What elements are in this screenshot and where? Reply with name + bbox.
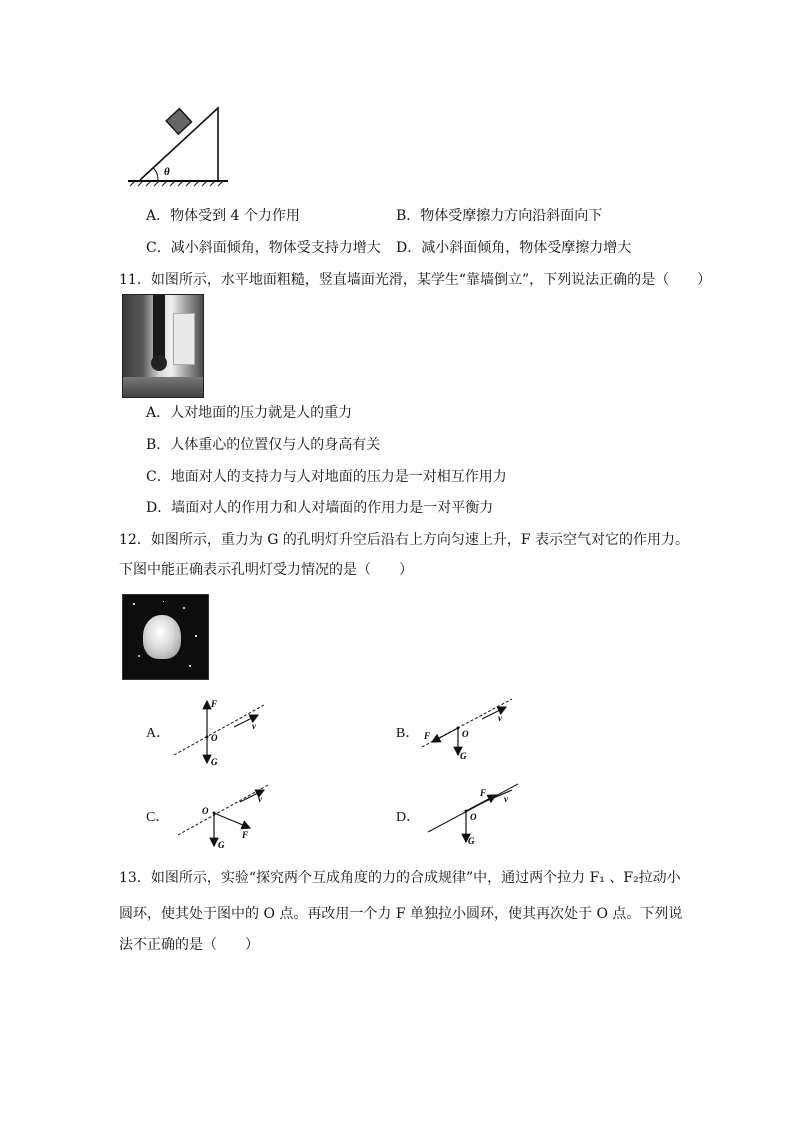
q10-option-d: D．减小斜面倾角，物体受摩擦力增大 (396, 240, 632, 256)
angle-arc (154, 168, 159, 180)
q12-diagram-b (418, 695, 518, 770)
origin-point (457, 727, 460, 730)
q10-option-a: A．物体受到 4 个力作用 (146, 208, 300, 224)
q11-stem: 11．如图所示，水平地面粗糙，竖直墙面光滑，某学生“靠墙倒立”，下列说法正确的是（ ） (119, 272, 712, 288)
label-f: F (211, 699, 218, 709)
label-o: O (470, 812, 477, 822)
force-arrow (214, 813, 250, 828)
q11-option-b: B．人体重心的位置仅与人的身高有关 (146, 437, 381, 453)
incline-figure (124, 100, 234, 190)
label-o: O (202, 806, 209, 816)
q13-line2: 圆环，使其处于图中的 O 点。再改用一个力 F 单独拉小圆环，使其再次处于 O 点。下列说 (119, 906, 683, 922)
q12-stem-line1: 12．如图所示，重力为 G 的孔明灯升空后沿右上方向匀速上升，F 表示空气对它的作用力。 (119, 532, 690, 548)
block (166, 109, 191, 134)
angle-theta: θ (164, 166, 170, 178)
label-v: v (504, 794, 508, 804)
label-g: G (211, 757, 218, 767)
label-v: v (498, 713, 502, 723)
q12-option-d-label: D． (396, 810, 421, 825)
handstand-photo (122, 294, 204, 398)
label-f: F (424, 731, 431, 741)
q11-option-c: C．地面对人的支持力与人对地面的压力是一对相互作用力 (146, 469, 507, 485)
q12-option-a-label: A． (146, 726, 171, 741)
q12-diagram-c (174, 780, 274, 855)
q11-option-d: D．墙面对人的作用力和人对墙面的作用力是一对平衡力 (146, 500, 494, 516)
lantern-photo (122, 594, 209, 680)
q10-option-b: B．物体受摩擦力方向沿斜面向下 (396, 208, 603, 224)
q13-line3: 法不正确的是（ ） (119, 937, 259, 953)
label-g: G (468, 836, 475, 846)
q10-option-c: C．减小斜面倾角，物体受支持力增大 (146, 240, 381, 256)
label-g: G (218, 840, 225, 850)
q13-line1: 13．如图所示，实验“探究两个互成角度的力的合成规律”中，通过两个拉力 F₁ 、F₂拉动小 (119, 870, 681, 886)
label-v: v (258, 794, 262, 804)
label-o: O (211, 733, 218, 743)
q11-option-a: A．人对地面的压力就是人的重力 (146, 405, 353, 421)
label-v: v (252, 721, 256, 731)
origin-point (213, 812, 216, 815)
label-o: O (462, 729, 469, 739)
q12-stem-line2: 下图中能正确表示孔明灯受力情况的是（ ） (119, 562, 413, 578)
q12-diagram-d (424, 780, 524, 855)
label-g: G (460, 751, 467, 761)
q12-diagram-a (170, 695, 270, 770)
label-f: F (242, 830, 249, 840)
q12-option-b-label: B． (396, 726, 420, 741)
origin-point (465, 810, 468, 813)
q12-option-c-label: C． (146, 810, 170, 825)
label-f: F (480, 788, 487, 798)
force-arrow (432, 728, 458, 742)
origin-point (206, 736, 209, 739)
